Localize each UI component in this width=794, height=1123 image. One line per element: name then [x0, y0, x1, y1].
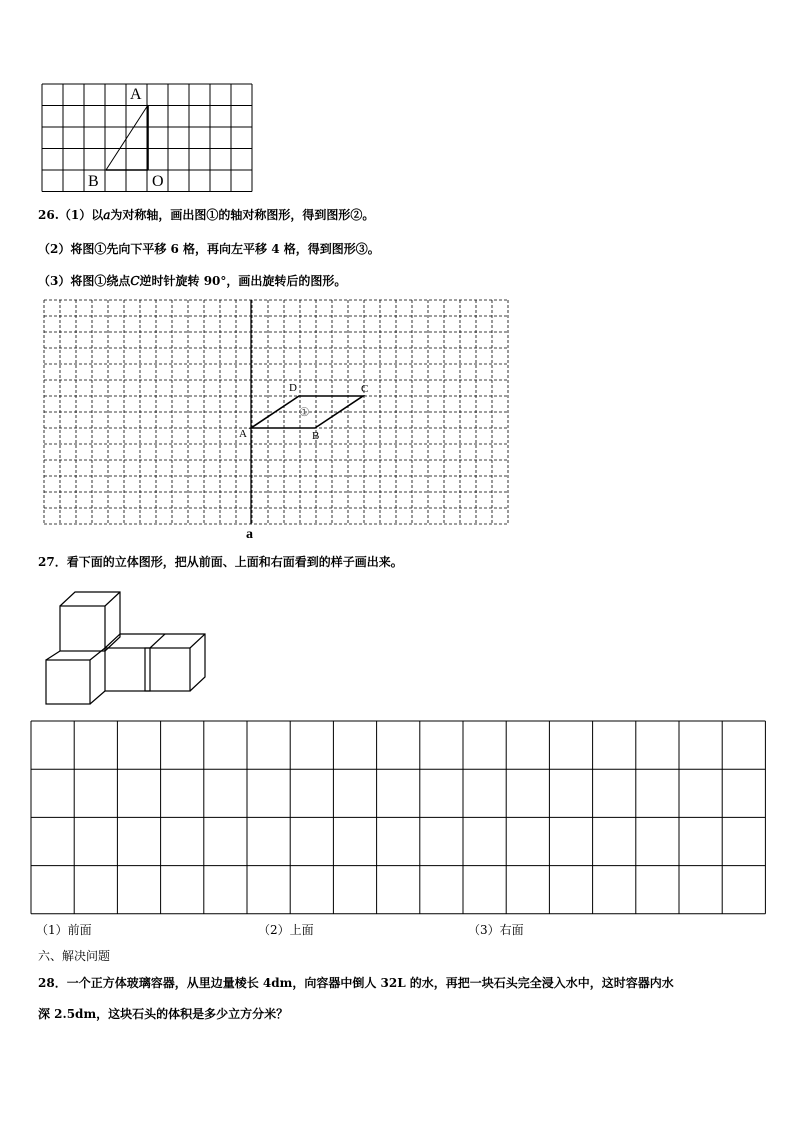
- label-a: A: [239, 428, 247, 440]
- answer-grid: [30, 720, 766, 916]
- cube-solid-figure: [40, 588, 210, 708]
- q26-line2: （2）将图①先向下平移 6 格，再向左平移 4 格，得到图形③。: [38, 242, 380, 256]
- label-a: A: [130, 86, 142, 103]
- section-title: 六、解决问题: [38, 949, 111, 963]
- q27-text: 27．看下面的立体图形，把从前面、上面和右面看到的样子画出来。: [38, 555, 403, 569]
- label-b: B: [88, 173, 99, 190]
- triangle-grid-figure: [38, 80, 258, 195]
- label-b: B: [312, 430, 320, 442]
- parallelogram-grid-figure: [40, 296, 512, 542]
- caption-front: （1）前面: [36, 923, 92, 937]
- shape-label: ①: [299, 405, 310, 419]
- q28-line1: 28．一个正方体玻璃容器，从里边量棱长 4dm，向容器中倒人 32L 的水，再把一块石头完全浸入水中，这时容器内水: [38, 976, 674, 990]
- label-o: O: [152, 173, 164, 190]
- axis-label: a: [246, 527, 253, 542]
- caption-right: （3）右面: [468, 923, 524, 937]
- label-c: C: [361, 383, 369, 395]
- label-d: D: [289, 382, 297, 394]
- caption-top: （2）上面: [258, 923, 314, 937]
- segment-ab: [106, 105, 148, 170]
- q26-line3: （3）将图①绕点𝐶逆时针旋转 90°，画出旋转后的图形。: [38, 274, 347, 288]
- q28-line2: 深 2.5dm，这块石头的体积是多少立方分米？: [38, 1007, 289, 1021]
- q26-line1: 26.（1）以𝑎为对称轴，画出图①的轴对称图形，得到图形②。: [38, 208, 375, 222]
